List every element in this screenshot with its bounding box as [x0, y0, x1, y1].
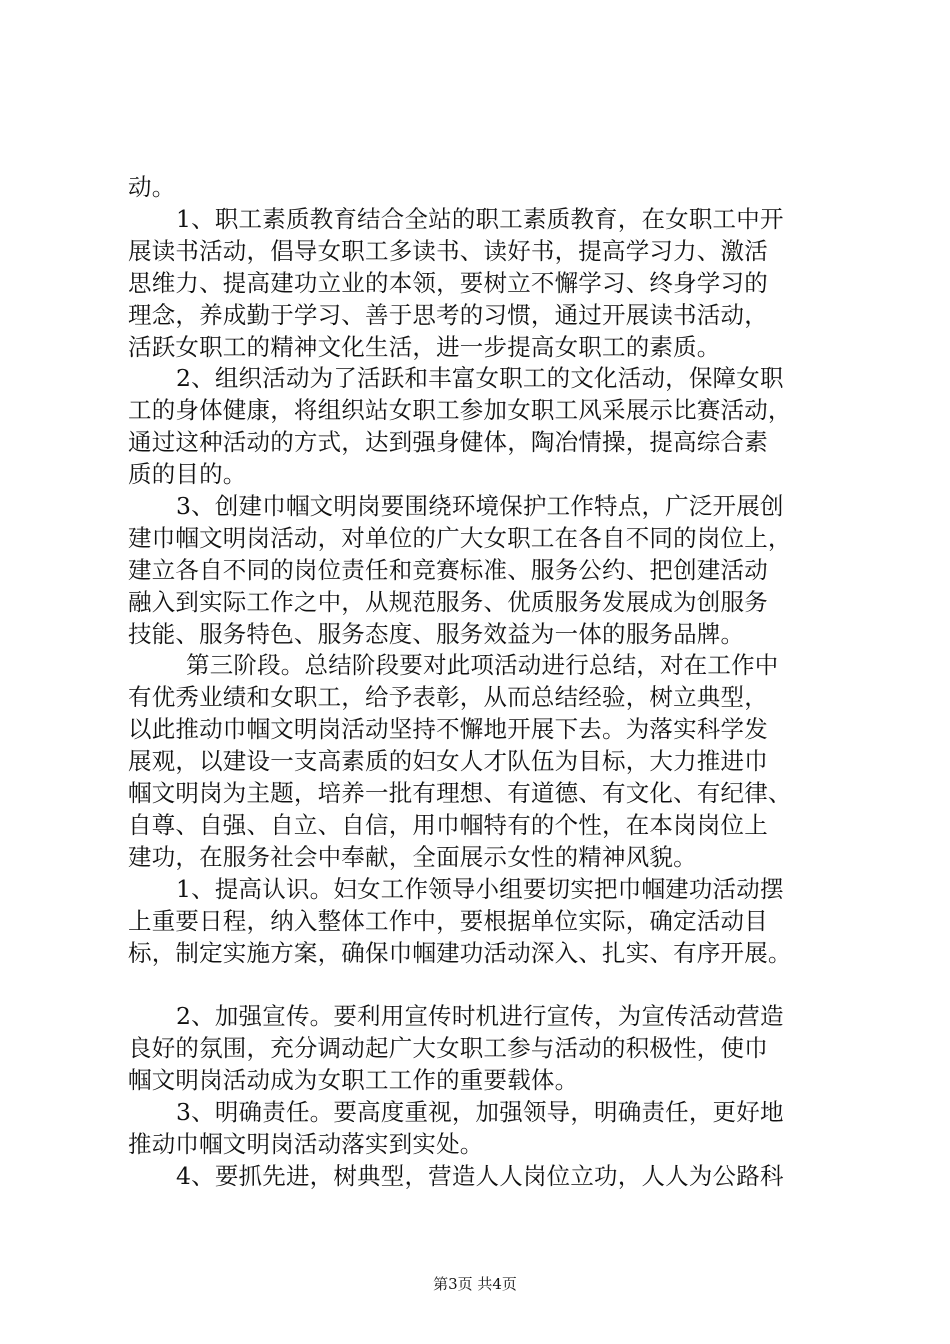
- page-number-footer: 第3页 共4页: [433, 1275, 517, 1293]
- text-line: 理念，养成勤于学习、善于思考的习惯，通过开展读书活动，: [128, 301, 768, 329]
- text-line: 质的目的。: [128, 460, 247, 488]
- text-line: 展读书活动，倡导女职工多读书、读好书，提高学习力、激活: [128, 237, 768, 265]
- text-line: 1、提高认识。妇女工作领导小组要切实把巾帼建功活动摆: [176, 875, 784, 903]
- text-line: 3、创建巾帼文明岗要围绕环境保护工作特点，广泛开展创: [176, 492, 784, 520]
- text-line: 1、职工素质教育结合全站的职工素质教育，在女职工中开: [176, 205, 784, 233]
- text-line: 帼文明岗为主题，培养一批有理想、有道德、有文化、有纪律、: [128, 779, 792, 807]
- text-line: 活跃女职工的精神文化生活，进一步提高女职工的素质。: [128, 333, 721, 361]
- text-line: 推动巾帼文明岗活动落实到实处。: [128, 1130, 484, 1158]
- text-line: 帼文明岗活动成为女职工工作的重要载体。: [128, 1066, 579, 1094]
- text-line: 建功，在服务社会中奉献，全面展示女性的精神风貌。: [128, 843, 697, 871]
- text-line: 以此推动巾帼文明岗活动坚持不懈地开展下去。为落实科学发: [128, 715, 768, 743]
- text-line: 融入到实际工作之中，从规范服务、优质服务发展成为创服务: [128, 588, 768, 616]
- text-line: 建巾帼文明岗活动，对单位的广大女职工在各自不同的岗位上，: [128, 524, 792, 552]
- text-line: 展观，以建设一支高素质的妇女人才队伍为目标，大力推进巾: [128, 747, 768, 775]
- text-line: 3、明确责任。要高度重视，加强领导，明确责任，更好地: [176, 1098, 784, 1126]
- text-line: 2、组织活动为了活跃和丰富女职工的文化活动，保障女职: [176, 364, 784, 392]
- text-line: 思维力、提高建功立业的本领，要树立不懈学习、终身学习的: [128, 269, 768, 297]
- text-line: 2、加强宣传。要利用宣传时机进行宣传，为宣传活动营造: [176, 1002, 784, 1030]
- text-line: 良好的氛围，充分调动起广大女职工参与活动的积极性，使巾: [128, 1034, 768, 1062]
- text-line: 第三阶段。总结阶段要对此项活动进行总结，对在工作中: [186, 651, 779, 679]
- text-line: 标，制定实施方案，确保巾帼建功活动深入、扎实、有序开展。: [128, 939, 792, 967]
- text-line: 4、要抓先进，树典型，营造人人岗位立功，人人为公路科: [176, 1162, 784, 1190]
- text-line: 技能、服务特色、服务态度、服务效益为一体的服务品牌。: [128, 620, 745, 648]
- text-line: 通过这种活动的方式，达到强身健体，陶冶情操，提高综合素: [128, 428, 768, 456]
- text-line: 建立各自不同的岗位责任和竞赛标准、服务公约、把创建活动: [128, 556, 768, 584]
- text-line: 上重要日程，纳入整体工作中，要根据单位实际，确定活动目: [128, 907, 768, 935]
- text-line: 动。: [128, 173, 176, 201]
- text-line: 工的身体健康，将组织站女职工参加女职工风采展示比赛活动，: [128, 396, 792, 424]
- text-line: 自尊、自强、自立、自信，用巾帼特有的个性，在本岗岗位上: [128, 811, 768, 839]
- text-line: 有优秀业绩和女职工，给予表彰，从而总结经验，树立典型，: [128, 683, 768, 711]
